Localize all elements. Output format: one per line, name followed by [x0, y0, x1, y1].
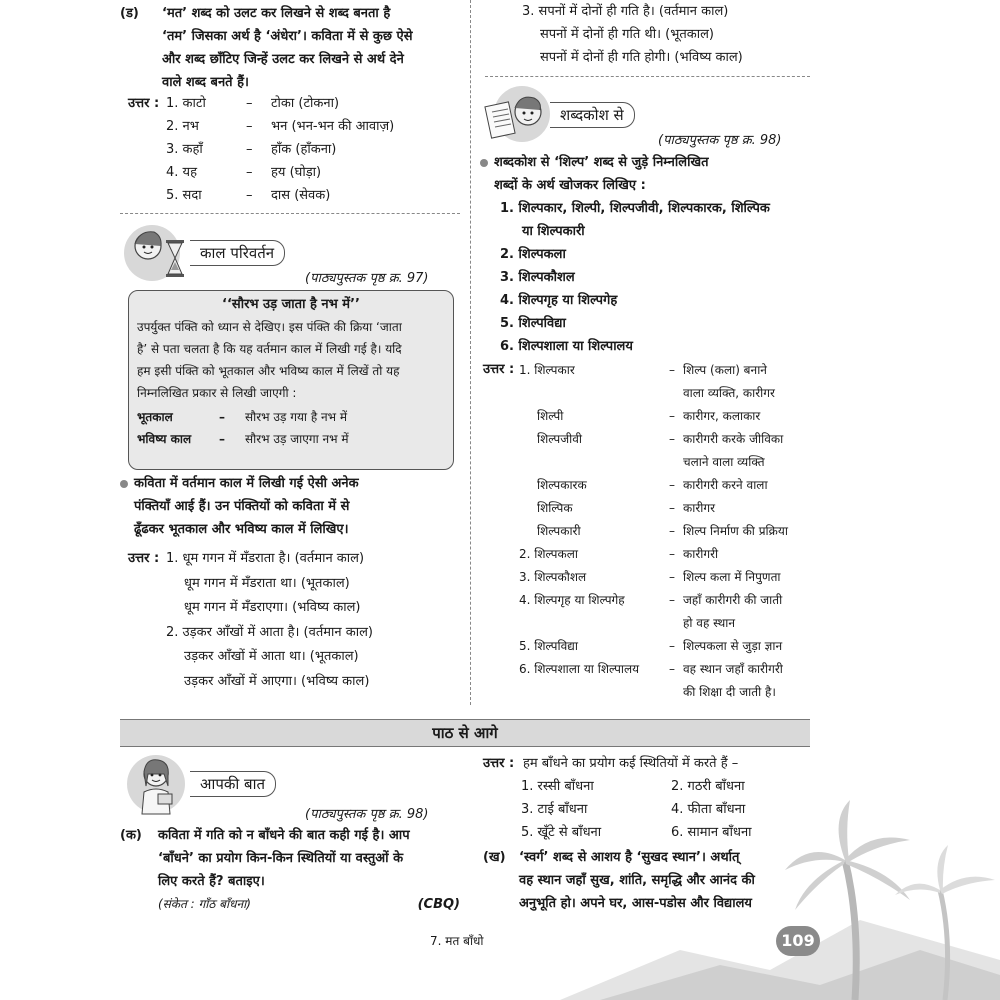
dash-cell: –: [669, 501, 675, 515]
term-cell: शिल्पकारक: [537, 478, 587, 492]
dash-cell: –: [669, 478, 675, 492]
answer-row: 1. रस्सी बाँधना 2. गठरी बाँधना: [521, 779, 745, 794]
table-row: [519, 589, 813, 612]
answer-row: 2. नभ – भन (भन-भन की आवाज़): [166, 119, 395, 134]
question-line: वाले शब्द बनते हैं।: [162, 75, 249, 90]
column-separator: [470, 0, 471, 705]
question-line: ‘मत’ शब्द को उलट कर लिखने से शब्द बनता है: [162, 6, 391, 21]
shabdkosh-heading: [484, 84, 635, 146]
answer-label: उत्तर :: [128, 96, 160, 111]
question-label: (ड): [120, 6, 139, 21]
table-row: [519, 382, 813, 405]
section-title: शब्दकोश से: [550, 102, 635, 128]
list-item: 5. शिल्पविद्या: [500, 316, 566, 331]
dash-cell: –: [669, 570, 675, 584]
term-cell: 1. शिल्पकार: [519, 363, 575, 377]
shabdkosh-answer: उत्तर : 1. शिल्पकार – शिल्प (कला) बनाने वाला व्यक्ति, कारीगर शिल्पी – कारीगर, कलाकार शिल्पजीवी – कारीगरी करके जीविका चलाने वाला व्यक्ति शिल्पकारक – कारीगरी करने वाला शिल्पिक – कारीगर शिल्पकारी – शिल्प निर्माण की प्रक्रिया 2. शिल्पकला – कारीगरी 3. शिल्पकौशल – शिल्प कला में निपुणता 4. शिल्पगृह या शिल्पगेह – जहाँ कारीगरी की जाती हो वह स्थान 5. शिल्पविद्या – शिल्पकला से जुड़ा ज्ञान 6. शिल्पशाला या शिल्पालय – वह स्थान जहाँ कारीगरी की शिक्षा दी जाती है।: [483, 359, 813, 704]
table-row: [519, 566, 813, 589]
table-row: [519, 451, 813, 474]
question-kh: (ख) ‘स्वर्ग’ शब्द से आशय है ‘सुखद स्थान’। अर्थात् वह स्थान जहाँ सुख, शांति, समृद्धि और आनंद की अनुभूति हो। अपने घर, आस-पडोस और विद्यालय: [483, 846, 813, 915]
boy-book-icon: [484, 84, 554, 146]
box-quote: ‘‘सौरभ उड़ जाता है नभ में’’: [222, 297, 360, 312]
meaning-cell: शिल्प निर्माण की प्रक्रिया: [683, 524, 788, 538]
cbq-tag: (CBQ): [417, 897, 460, 912]
meaning-cell: शिल्प कला में निपुणता: [683, 570, 781, 584]
info-box: [128, 290, 454, 470]
question-line: अनुभूति हो। अपने घर, आस-पडोस और विद्यालय: [519, 896, 752, 911]
textbook-reference: (पाठ्यपुस्तक पृष्ठ क्र. 98): [305, 807, 429, 822]
table-row: [519, 474, 813, 497]
dash-cell: –: [669, 363, 675, 377]
box-line: उपर्युक्त पंक्ति को ध्यान से देखिए। इस पंक्ति की क्रिया ‘जाता: [137, 320, 402, 334]
answer-line: उड़कर आँखों में आएगा। (भविष्य काल): [184, 673, 370, 689]
list-item: 3. शिल्पकौशल: [500, 270, 575, 285]
textbook-reference: (पाठ्यपुस्तक पृष्ठ क्र. 97): [305, 271, 429, 286]
meaning-cell: शिल्प (कला) बनाने: [683, 363, 767, 377]
table-row: [519, 428, 813, 451]
term-cell: शिल्पिक: [537, 501, 573, 515]
term-cell: शिल्पी: [537, 409, 564, 423]
answer-line: धूम गगन में मँडराएगा। (भविष्य काल): [184, 600, 361, 615]
term-cell: 2. शिल्पकला: [519, 547, 578, 561]
word-list: [500, 197, 812, 358]
question-k: (क) कविता में गति को न बाँधने की बात कही गई है। आप ‘बाँधने’ का प्रयोग किन-किन स्थितियों या वस्तुओं के लिए करते हैं? बताइए। (संकेत : गाँठ बाँधना) (CBQ): [120, 824, 460, 916]
dash-cell: [669, 612, 683, 635]
answer-line: सपनों में दोनों ही गति थी। (भूतकाल): [540, 27, 714, 42]
shabdkosh-question: शब्दकोश से ‘शिल्प’ शब्द से जुड़े निम्नलिखित शब्दों के अर्थ खोजकर लिखिए :: [480, 151, 812, 197]
question-line: ‘स्वर्ग’ शब्द से आशय है ‘सुखद स्थान’। अर्थात्: [519, 850, 740, 865]
answer-d: [128, 92, 460, 207]
dash-cell: [669, 451, 683, 474]
answer-line: 2. उड़कर आँखों में आता है। (वर्तमान काल): [166, 624, 373, 640]
answer-continued: [522, 0, 812, 69]
dash-cell: [669, 681, 683, 704]
table-row: [519, 612, 813, 635]
meaning-cell: वाला व्यक्ति, कारीगर: [683, 386, 775, 400]
dash-cell: –: [669, 432, 675, 446]
table-row: [519, 658, 813, 681]
term-cell: 5. शिल्पविद्या: [519, 639, 578, 653]
question-line: कविता में गति को न बाँधने की बात कही गई है। आप: [158, 828, 410, 843]
tense-row: भूतकाल – सौरभ उड़ गया है नभ में: [137, 410, 348, 424]
question-line: लिए करते हैं? बताइए।: [158, 874, 265, 889]
list-item: 4. शिल्पगृह या शिल्पगेह: [500, 293, 618, 308]
dash-cell: –: [669, 639, 675, 653]
term-cell: [519, 382, 669, 405]
box-line: है’ से पता चलता है कि यह वर्तमान काल में लिखी गई है। यदि: [137, 342, 402, 356]
meaning-cell: कारीगरी करने वाला: [683, 478, 768, 492]
table-row: [519, 405, 813, 428]
answer-row: 3. कहाँ – हाँक (हाँकना): [166, 142, 337, 157]
meaning-cell: वह स्थान जहाँ कारीगरी: [683, 662, 783, 676]
kaal-question: कविता में वर्तमान काल में लिखी गई ऐसी अनेक पंक्तियाँ आई हैं। उन पंक्तियों को कविता में से ढूँढकर भूतकाल और भविष्य काल में लिखिए।: [120, 472, 460, 541]
section-divider: [485, 76, 810, 77]
dash-cell: [669, 382, 683, 405]
term-cell: 4. शिल्पगृह या शिल्पगेह: [519, 593, 625, 607]
table-row: [519, 635, 813, 658]
tense-row: भविष्य काल – सौरभ उड़ जाएगा नभ में: [137, 432, 349, 446]
term-cell: [519, 681, 669, 704]
section-banner: पाठ से आगे: [120, 719, 810, 747]
meaning-cell: चलाने वाला व्यक्ति: [683, 455, 765, 469]
question-line: और शब्द छाँटिए जिन्हें उलट कर लिखने से अर्थ देने: [162, 52, 404, 67]
meaning-cell: हो वह स्थान: [683, 616, 736, 630]
answer-line: 1. धूम गगन में मँडराता है। (वर्तमान काल): [166, 551, 365, 566]
table-row: [519, 359, 813, 382]
meaning-cell: की शिक्षा दी जाती है।: [683, 685, 776, 699]
term-cell: [519, 451, 669, 474]
question-line: वह स्थान जहाँ सुख, शांति, समृद्धि और आनंद की: [519, 873, 755, 888]
term-cell: शिल्पकारी: [537, 524, 581, 538]
question-line: ‘तम’ जिसका अर्थ है ‘अंधेरा’। कविता में से कुछ ऐसे: [162, 29, 413, 44]
question-line: ‘बाँधने’ का प्रयोग किन-किन स्थितियों या वस्तुओं के: [158, 851, 404, 866]
meaning-cell: कारीगरी करके जीविका: [683, 432, 784, 446]
table-row: [519, 681, 813, 704]
answer-table: [519, 359, 813, 704]
bullet-icon: [120, 480, 128, 488]
answer-line: उड़कर आँखों में आता था। (भूतकाल): [184, 649, 359, 664]
term-cell: 3. शिल्पकौशल: [519, 570, 587, 584]
section-title: काल परिवर्तन: [190, 240, 285, 266]
list-item: या शिल्पकारी: [522, 224, 585, 239]
answer-line: सपनों में दोनों ही गति होगी। (भविष्य काल): [540, 50, 743, 65]
dash-cell: –: [669, 409, 675, 423]
table-row: [519, 543, 813, 566]
meaning-cell: कारीगर, कलाकार: [683, 409, 761, 423]
dash-cell: –: [669, 524, 675, 538]
bullet-icon: [480, 159, 488, 167]
answer-row: 4. यह – हय (घोड़ा): [166, 165, 322, 180]
palm-tree-scenery-icon: [560, 800, 1000, 1000]
term-cell: शिल्पजीवी: [537, 432, 583, 446]
meaning-cell: कारीगरी: [683, 547, 719, 561]
meaning-cell: कारीगर: [683, 501, 716, 515]
answer-line: धूम गगन में मँडराता था। (भूतकाल): [184, 575, 350, 591]
hint-text: (संकेत : गाँठ बाँधना): [158, 897, 251, 911]
table-row: [519, 497, 813, 520]
answer-row: 5. सदा – दास (सेवक): [166, 188, 331, 203]
meaning-cell: जहाँ कारीगरी की जाती: [683, 593, 783, 607]
table-row: [519, 520, 813, 543]
page-number: 109: [776, 926, 820, 956]
meaning-cell: शिल्पकला से जुड़ा ज्ञान: [683, 639, 783, 653]
kaal-answer: उत्तर : 1. धूम गगन में मँडराता है। (वर्तमान काल) धूम गगन में मँडराता था। (भूतकाल) धूम गगन में मँडराएगा। (भविष्य काल) 2. उड़कर आँखों में आता है। (वर्तमान काल) उड़कर आँखों में आता था। (भूतकाल) उड़कर आँखों में आएगा। (भविष्य काल): [128, 547, 460, 694]
chapter-footer: 7. मत बाँधो: [430, 934, 484, 948]
term-cell: [519, 612, 669, 635]
dash-cell: –: [669, 547, 675, 561]
dash-cell: –: [669, 593, 675, 607]
term-cell: 6. शिल्पशाला या शिल्पालय: [519, 662, 640, 676]
list-item: 1. शिल्पकार, शिल्पी, शिल्पजीवी, शिल्पकारक, शिल्पिक: [500, 201, 770, 216]
box-line: निम्नलिखित प्रकार से लिखी जाएगी :: [137, 386, 297, 400]
section-title: आपकी बात: [190, 771, 276, 797]
answer-row: 1. काटो – टोका (टोकना): [166, 96, 340, 111]
girl-reading-icon: [122, 752, 194, 816]
answer-row: 5. खूँटे से बाँधना 6. सामान बाँधना: [521, 825, 752, 840]
section-divider: [120, 213, 460, 214]
list-item: 6. शिल्पशाला या शिल्पालय: [500, 339, 633, 354]
answer-line: 3. सपनों में दोनों ही गति है। (वर्तमान काल): [522, 4, 729, 19]
kaal-parivartan-heading: [122, 222, 285, 284]
answer-row: 3. टाई बाँधना 4. फीता बाँधना: [521, 802, 746, 817]
dash-cell: –: [669, 662, 675, 676]
box-line: हम इसी पंक्ति को भूतकाल और भविष्य काल में लिखें तो यह: [137, 364, 400, 378]
girl-hourglass-icon: [122, 222, 194, 284]
list-item: 2. शिल्पकला: [500, 247, 566, 262]
aapki-baat-heading: [122, 752, 276, 816]
question-d: [120, 2, 460, 94]
answer-k: उत्तर : हम बाँधने का प्रयोग कई स्थितियों में करते हैं – 1. रस्सी बाँधना 2. गठरी बाँधना 3. टाई बाँधना 4. फीता बाँधना 5. खूँटे से बाँधना 6. सामान बाँधना: [483, 752, 813, 844]
textbook-reference: (पाठ्यपुस्तक पृष्ठ क्र. 98): [658, 133, 782, 148]
